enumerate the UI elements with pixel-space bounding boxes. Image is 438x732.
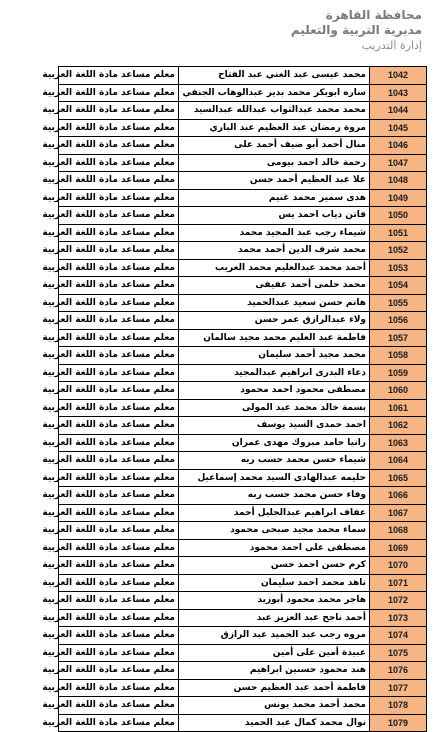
job-title-cell: معلم مساعد مادة اللغة العربية: [59, 382, 179, 400]
teacher-name-cell: هانم حسن سعيد عبدالحميد: [179, 294, 370, 312]
table-row: [59, 259, 427, 277]
teacher-name-cell: علا عبد العظيم أحمد حسن: [179, 172, 370, 190]
table-row: [59, 522, 427, 540]
job-title-cell: معلم مساعد مادة اللغة العربية: [59, 627, 179, 645]
job-title-cell: معلم مساعد مادة اللغة العربية: [59, 574, 179, 592]
teacher-name-cell: هند محمود حسنين ابراهيم: [179, 662, 370, 680]
table-row: [59, 627, 427, 645]
row-number-cell: 1049: [370, 189, 427, 207]
row-number-cell: 1045: [370, 119, 427, 137]
job-title-cell: معلم مساعد مادة اللغة العربية: [59, 119, 179, 137]
governorate-title: محافظة القاهرة: [325, 8, 422, 22]
table-row: [59, 189, 427, 207]
job-title-cell: معلم مساعد مادة اللغة العربية: [59, 522, 179, 540]
table-row: [59, 172, 427, 190]
row-number-cell: 1054: [370, 277, 427, 295]
job-title-cell: معلم مساعد مادة اللغة العربية: [59, 644, 179, 662]
table-row: [59, 469, 427, 487]
row-number-cell: 1044: [370, 102, 427, 120]
job-title-cell: معلم مساعد مادة اللغة العربية: [59, 347, 179, 365]
job-title-cell: معلم مساعد مادة اللغة العربية: [59, 294, 179, 312]
job-title-cell: معلم مساعد مادة اللغة العربية: [59, 557, 179, 575]
teacher-name-cell: كرم حسن احمد حسن: [179, 557, 370, 575]
job-title-cell: معلم مساعد مادة اللغة العربية: [59, 224, 179, 242]
job-title-cell: معلم مساعد مادة اللغة العربية: [59, 697, 179, 715]
row-number-cell: 1075: [370, 644, 427, 662]
table-row: [59, 417, 427, 435]
row-number-cell: 1070: [370, 557, 427, 575]
row-number-cell: 1042: [370, 67, 427, 85]
table-row: [59, 382, 427, 400]
job-title-cell: معلم مساعد مادة اللغة العربية: [59, 487, 179, 505]
table-row: [59, 557, 427, 575]
job-title-cell: معلم مساعد مادة اللغة العربية: [59, 662, 179, 680]
job-title-cell: معلم مساعد مادة اللغة العربية: [59, 469, 179, 487]
department-title: إدارة التدريب: [361, 39, 422, 52]
teacher-name-cell: رحمة خالد احمد بيومى: [179, 154, 370, 172]
row-number-cell: 1074: [370, 627, 427, 645]
row-number-cell: 1066: [370, 487, 427, 505]
table-row: [59, 574, 427, 592]
table-row: [59, 137, 427, 155]
teacher-name-cell: وفاء حسن محمد حسب ربه: [179, 487, 370, 505]
row-number-cell: 1071: [370, 574, 427, 592]
job-title-cell: معلم مساعد مادة اللغة العربية: [59, 154, 179, 172]
row-number-cell: 1077: [370, 679, 427, 697]
job-title-cell: معلم مساعد مادة اللغة العربية: [59, 364, 179, 382]
row-number-cell: 1053: [370, 259, 427, 277]
teachers-table-body: [42, 67, 427, 732]
row-number-cell: 1050: [370, 207, 427, 225]
job-title-cell: معلم مساعد مادة اللغة العربية: [59, 259, 179, 277]
row-number-cell: 1055: [370, 294, 427, 312]
table-row: [59, 242, 427, 260]
row-number-cell: 1060: [370, 382, 427, 400]
job-title-cell: معلم مساعد مادة اللغة العربية: [59, 67, 179, 85]
job-title-cell: معلم مساعد مادة اللغة العربية: [59, 312, 179, 330]
teacher-name-cell: منال أحمد أبو ضيف أحمد على: [179, 137, 370, 155]
teacher-name-cell: هدى سمير محمد غنيم: [179, 189, 370, 207]
table-row: [59, 329, 427, 347]
teacher-name-cell: عفاف ابراهيم عبدالجليل أحمد: [179, 504, 370, 522]
job-title-cell: معلم مساعد مادة اللغة العربية: [59, 172, 179, 190]
job-title-cell: معلم مساعد مادة اللغة العربية: [59, 399, 179, 417]
row-number-cell: 1047: [370, 154, 427, 172]
table-row: [59, 119, 427, 137]
table-row: [59, 67, 427, 85]
teacher-name-cell: بسمة خالد محمد عبد المولى: [179, 399, 370, 417]
teacher-name-cell: دعاء البدرى ابراهيم عبدالمجيد: [179, 364, 370, 382]
row-number-cell: 1057: [370, 329, 427, 347]
job-title-cell: معلم مساعد مادة اللغة العربية: [59, 539, 179, 557]
table-row: [59, 294, 427, 312]
job-title-cell: معلم مساعد مادة اللغة العربية: [59, 592, 179, 610]
job-title-cell: معلم مساعد مادة اللغة العربية: [59, 207, 179, 225]
job-title-cell: معلم مساعد مادة اللغة العربية: [59, 609, 179, 627]
table-row: [59, 312, 427, 330]
job-title-cell: معلم مساعد مادة اللغة العربية: [59, 137, 179, 155]
document-header: [291, 8, 422, 53]
table-row: [59, 399, 427, 417]
table-row: [59, 504, 427, 522]
teacher-name-cell: محمد مجيد أحمد سليمان: [179, 347, 370, 365]
row-number-cell: 1073: [370, 609, 427, 627]
row-number-cell: 1052: [370, 242, 427, 260]
table-row: [59, 609, 427, 627]
teacher-name-cell: محمد محمد عبدالتواب عبدالله عبدالسيد: [179, 102, 370, 120]
table-row: [59, 347, 427, 365]
row-number-cell: 1079: [370, 714, 427, 732]
teacher-name-cell: احمد حمدى السيد يوسف: [179, 417, 370, 435]
teacher-name-cell: حليمه عبدالهادى السيد محمد إسماعيل: [179, 469, 370, 487]
job-title-cell: معلم مساعد مادة اللغة العربية: [59, 84, 179, 102]
row-number-cell: 1078: [370, 697, 427, 715]
teacher-name-cell: نوال محمد كمال عبد الحميد: [179, 714, 370, 732]
teacher-name-cell: أحمد محمد عبدالعليم محمد الغريب: [179, 259, 370, 277]
teacher-name-cell: رانيا حامد مبروك مهدى عمران: [179, 434, 370, 452]
table-row: [59, 224, 427, 242]
row-number-cell: 1067: [370, 504, 427, 522]
table-row: [59, 714, 427, 732]
teacher-name-cell: مروة رمضان عبد العظيم عبد الباري: [179, 119, 370, 137]
row-number-cell: 1058: [370, 347, 427, 365]
job-title-cell: معلم مساعد مادة اللغة العربية: [59, 242, 179, 260]
job-title-cell: معلم مساعد مادة اللغة العربية: [59, 417, 179, 435]
table-row: [59, 592, 427, 610]
row-number-cell: 1046: [370, 137, 427, 155]
teacher-name-cell: ناهد محمد احمد سليمان: [179, 574, 370, 592]
teacher-name-cell: مصطفى محمود احمد محمود: [179, 382, 370, 400]
teacher-name-cell: هاجر محمد محمود أبوزيد: [179, 592, 370, 610]
job-title-cell: معلم مساعد مادة اللغة العربية: [59, 434, 179, 452]
row-number-cell: 1062: [370, 417, 427, 435]
job-title-cell: معلم مساعد مادة اللغة العربية: [59, 679, 179, 697]
teacher-name-cell: ساره ابوبكر محمد بدير عبدالوهاب الجنفي: [179, 84, 370, 102]
teachers-table: [42, 66, 427, 732]
row-number-cell: 1068: [370, 522, 427, 540]
teacher-name-cell: محمد حلمى أحمد عفيفى: [179, 277, 370, 295]
table-row: [59, 84, 427, 102]
teacher-name-cell: مصطفى على احمد محمود: [179, 539, 370, 557]
teacher-name-cell: فاتن دياب احمد يس: [179, 207, 370, 225]
table-row: [59, 662, 427, 680]
table-row: [59, 487, 427, 505]
row-number-cell: 1056: [370, 312, 427, 330]
job-title-cell: معلم مساعد مادة اللغة العربية: [59, 189, 179, 207]
row-number-cell: 1059: [370, 364, 427, 382]
job-title-cell: معلم مساعد مادة اللغة العربية: [59, 504, 179, 522]
row-number-cell: 1061: [370, 399, 427, 417]
teacher-name-cell: مروه رجب عبد الحميد عبد الرازق: [179, 627, 370, 645]
table-row: [59, 277, 427, 295]
job-title-cell: معلم مساعد مادة اللغة العربية: [59, 329, 179, 347]
teacher-name-cell: محمد شرف الدين أحمد محمد: [179, 242, 370, 260]
table-row: [59, 679, 427, 697]
row-number-cell: 1051: [370, 224, 427, 242]
teacher-name-cell: ولاء عبدالرازق عمر حسن: [179, 312, 370, 330]
job-title-cell: معلم مساعد مادة اللغة العربية: [59, 714, 179, 732]
row-number-cell: 1048: [370, 172, 427, 190]
teacher-name-cell: سماء محمد مجيد صبحى محمود: [179, 522, 370, 540]
directorate-title: مديرية التربية والتعليم: [290, 23, 422, 37]
teacher-name-cell: شيماء حسن محمد حسب ربه: [179, 452, 370, 470]
row-number-cell: 1064: [370, 452, 427, 470]
teacher-name-cell: فاطمة عبد العليم محمد مجيد سالمان: [179, 329, 370, 347]
table-row: [59, 434, 427, 452]
table-row: [59, 207, 427, 225]
teacher-name-cell: شيماء رجب عبد المجيد محمد: [179, 224, 370, 242]
table-row: [59, 452, 427, 470]
table-row: [59, 697, 427, 715]
row-number-cell: 1076: [370, 662, 427, 680]
teacher-name-cell: أحمد ناجح عبد العزيز عبد: [179, 609, 370, 627]
table-row: [59, 154, 427, 172]
teacher-name-cell: محمد أحمد محمد يونس: [179, 697, 370, 715]
row-number-cell: 1065: [370, 469, 427, 487]
row-number-cell: 1063: [370, 434, 427, 452]
row-number-cell: 1069: [370, 539, 427, 557]
row-number-cell: 1072: [370, 592, 427, 610]
teacher-name-cell: محمد عيسى عبد الغني عبد الفتاح: [179, 67, 370, 85]
teacher-name-cell: عبيدة أمين على أمين: [179, 644, 370, 662]
teacher-name-cell: فاطمة أحمد عبد العظيم حسن: [179, 679, 370, 697]
table-row: [59, 644, 427, 662]
job-title-cell: معلم مساعد مادة اللغة العربية: [59, 277, 179, 295]
row-number-cell: 1043: [370, 84, 427, 102]
table-row: [59, 102, 427, 120]
table-row: [59, 364, 427, 382]
table-row: [59, 539, 427, 557]
job-title-cell: معلم مساعد مادة اللغة العربية: [59, 452, 179, 470]
job-title-cell: معلم مساعد مادة اللغة العربية: [59, 102, 179, 120]
